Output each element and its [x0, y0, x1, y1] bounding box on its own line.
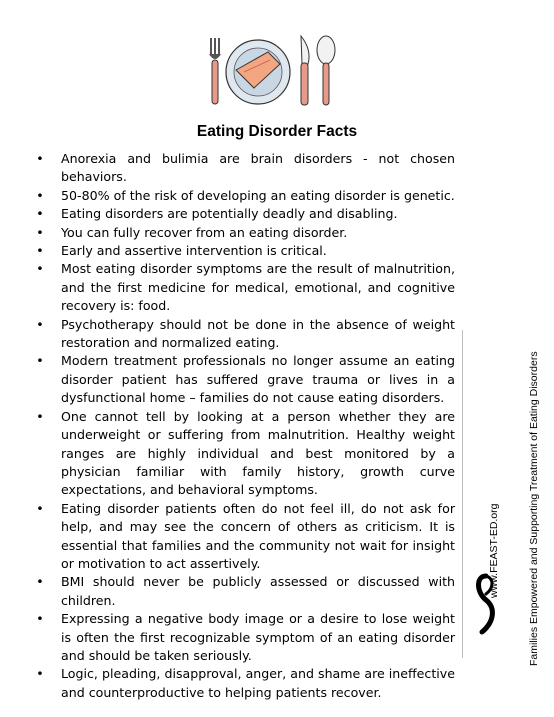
- fact-text: Anorexia and bulimia are brain disorders - not chosen behaviors.: [61, 151, 455, 185]
- bullet-icon: •: [36, 206, 44, 222]
- fact-text: Eating disorder patients often do not feel ill, do not ask for help, and may see the concern of others as criticism. It is essential that families and the community not wait for insight or motivation to act assertively.: [61, 500, 455, 571]
- fact-item: [30, 500, 455, 574]
- bullet-icon: •: [36, 151, 44, 166]
- fact-item: [30, 573, 455, 610]
- fact-text: You can fully recover from an eating disorder.: [61, 224, 348, 240]
- organization-name: Families Empowered and Supporting Treatment of Eating Disorders: [528, 351, 540, 666]
- fact-item: [30, 150, 455, 187]
- fact-text: Modern treatment professionals no longer assume an eating disorder patient has suffered grave trauma or lives in a dysfunctional home – families do not cause eating disorders.: [61, 353, 455, 406]
- bullet-icon: •: [36, 666, 44, 682]
- fact-item: [30, 408, 455, 500]
- facts-list: [30, 150, 455, 702]
- bullet-icon: •: [36, 187, 44, 203]
- fact-text: Most eating disorder symptoms are the result of malnutrition, and the first medicine for medical, emotional, and cognitive recovery is: food.: [61, 261, 455, 314]
- fact-text: One cannot tell by looking at a person whether they are underweight or suffering from malnutrition. Healthy weight ranges are highly individual and best monitored by a physician familiar with family history, growth curve expectations, and behavioral symptoms.: [61, 408, 455, 498]
- fact-item: [30, 352, 455, 407]
- page-title: Eating Disorder Facts: [196, 123, 358, 140]
- fact-item: [30, 205, 455, 223]
- fact-item: [30, 316, 455, 353]
- bullet-icon: •: [36, 224, 44, 240]
- bullet-icon: •: [36, 243, 44, 259]
- bullet-icon: •: [36, 574, 44, 590]
- fact-text: Expressing a negative body image or a desire to lose weight is often the first recognizable symptom of an eating disorder and should be taken seriously.: [61, 611, 455, 663]
- feast-ribbon-logo-icon: [472, 572, 500, 636]
- website-url: www.FEAST-ED.org: [488, 503, 500, 598]
- fact-text: Eating disorders are potentially deadly and disabling.: [61, 206, 398, 222]
- fact-text: 50-80% of the risk of developing an eating disorder is genetic.: [61, 187, 455, 203]
- sidebar-divider: [462, 330, 463, 658]
- fact-text: Logic, pleading, disapproval, anger, and shame are ineffective and counterproductive to helping patients recover.: [61, 666, 455, 700]
- bullet-icon: •: [36, 316, 44, 332]
- knife-icon: [301, 36, 309, 105]
- fact-item: [30, 610, 455, 665]
- fact-item: [30, 187, 455, 205]
- fact-item: [30, 242, 455, 260]
- fact-text: Early and assertive intervention is critical.: [61, 243, 327, 259]
- fact-text: BMI should never be publicly assessed or discussed with children.: [61, 574, 455, 608]
- plate-utensils-icon: [198, 30, 356, 110]
- spoon-icon: [317, 36, 335, 105]
- fact-item: [30, 665, 455, 702]
- fact-item: [30, 224, 455, 242]
- bullet-icon: •: [36, 500, 44, 516]
- bullet-icon: •: [36, 611, 44, 627]
- bullet-icon: •: [36, 408, 44, 424]
- bullet-icon: •: [36, 261, 44, 277]
- fact-text: Psychotherapy should not be done in the absence of weight restoration and normalized eating.: [61, 316, 455, 351]
- bullet-icon: •: [36, 353, 44, 369]
- fact-item: [30, 260, 455, 315]
- fork-icon: [209, 38, 221, 104]
